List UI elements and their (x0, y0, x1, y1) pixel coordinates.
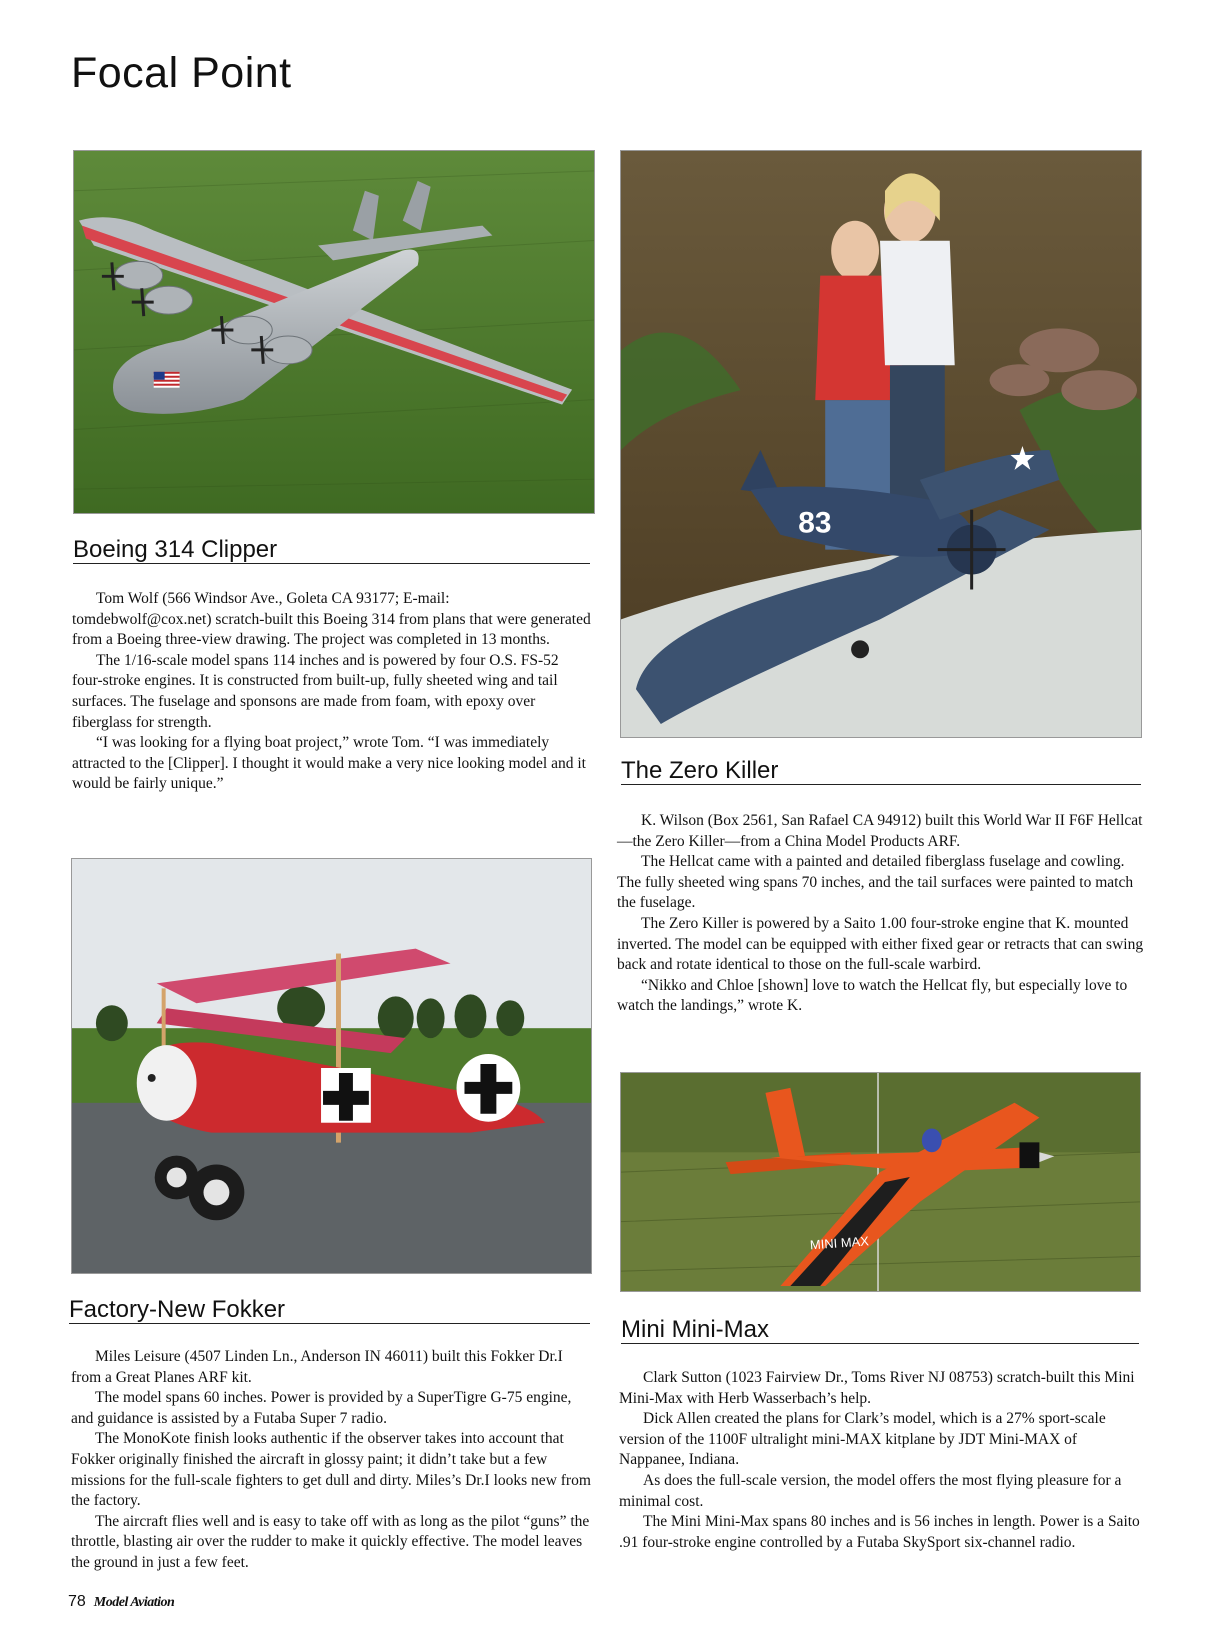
page-footer (68, 1593, 174, 1611)
paragraph: The Zero Killer is powered by a Saito 1.00 four-stroke engine that K. mounted inverted. The model can be equipped with either fixed gear or retracts that can swing back and rotate identical to those on the full-scale warbird. (617, 914, 1144, 974)
hellcat-photo (620, 150, 1142, 738)
paragraph: As does the full-scale version, the model offers the most flying pleasure for a minimal cost. (619, 1471, 1122, 1510)
paragraph: Tom Wolf (566 Windsor Ave., Goleta CA 93177; E-mail: tomdebwolf@cox.net) scratch-built this Boeing 314 from plans that were generated from a Boeing three-view drawing. The project was completed in 13 months. (72, 590, 591, 649)
zero-killer-article (617, 811, 1145, 1017)
zero-killer-heading: The Zero Killer (621, 759, 1141, 785)
minimax-wing-label: MINI MAX (809, 1233, 870, 1253)
magazine-name: Model Aviation (93, 1595, 175, 1610)
paragraph: “I was looking for a flying boat project,” wrote Tom. “I was immediately attracted to the [Clipper]. I thought it would make a very nice looking model and it would be fairly unique.” (72, 734, 586, 793)
paragraph: The MonoKote finish looks authentic if the observer takes into account that Fokker originally finished the aircraft in glossy paint; it didn’t take but a few missions for the full-scale fighters to get dull and dirty. Miles’s Dr.I looks new from the factory. (71, 1430, 591, 1510)
boeing-clipper-photo (73, 150, 595, 514)
page-number: 78 (68, 1593, 86, 1610)
fokker-photo (71, 858, 592, 1274)
paragraph: “Nikko and Chloe [shown] love to watch the Hellcat fly, but especially love to watch the landings,” wrote K. (617, 976, 1128, 1015)
paragraph: Clark Sutton (1023 Fairview Dr., Toms River NJ 08753) scratch-built this Mini Mini-Max with Herb Wasserbach’s help. (619, 1369, 1135, 1407)
paragraph: The model spans 60 inches. Power is provided by a SuperTigre G-75 engine, and guidance is assisted by a Futaba Super 7 radio. (71, 1389, 572, 1427)
paragraph: The aircraft flies well and is easy to take off with as long as the pilot “guns” the throttle, blasting air over the rudder to make it quickly effective. The model leaves the ground in just a few feet. (71, 1512, 590, 1571)
paragraph: Dick Allen created the plans for Clark’s model, which is a 27% sport-scale version of the 1100F ultralight mini-MAX kitplane by JDT Mini-MAX of Nappanee, Indiana. (619, 1410, 1106, 1469)
page-title: Focal Point (71, 49, 292, 97)
paragraph: K. Wilson (Box 2561, San Rafael CA 94912) built this World War II F6F Hellcat—the Zero Killer—from a China Model Products ARF. (617, 812, 1143, 850)
paragraph: Miles Leisure (4507 Linden Ln., Anderson IN 46011) built this Fokker Dr.I from a Great Planes ARF kit. (71, 1348, 563, 1386)
minimax-heading: Mini Mini-Max (621, 1318, 1139, 1344)
hellcat-number-label: 83 (798, 506, 832, 540)
boeing-clipper-article (72, 589, 592, 795)
minimax-photo (620, 1072, 1141, 1292)
paragraph: The 1/16-scale model spans 114 inches and is powered by four O.S. FS-52 four-stroke engines. It is constructed from built-up, fully sheeted wing and tail surfaces. The fuselage and sponsons are made from foam, with epoxy over fiberglass for strength. (72, 651, 559, 731)
fokker-heading: Factory-New Fokker (69, 1298, 590, 1324)
fokker-article (71, 1347, 591, 1574)
paragraph: The Hellcat came with a painted and detailed fiberglass fuselage and cowling. The fully sheeted wing spans 70 inches, and the tail surfaces were painted to match the fuselage. (617, 853, 1134, 912)
boeing-clipper-heading: Boeing 314 Clipper (73, 538, 590, 564)
paragraph: The Mini Mini-Max spans 80 inches and is 56 inches in length. Power is a Saito .91 four-stroke engine controlled by a Futaba SkySport six-channel radio. (619, 1513, 1140, 1551)
minimax-article (619, 1368, 1143, 1553)
